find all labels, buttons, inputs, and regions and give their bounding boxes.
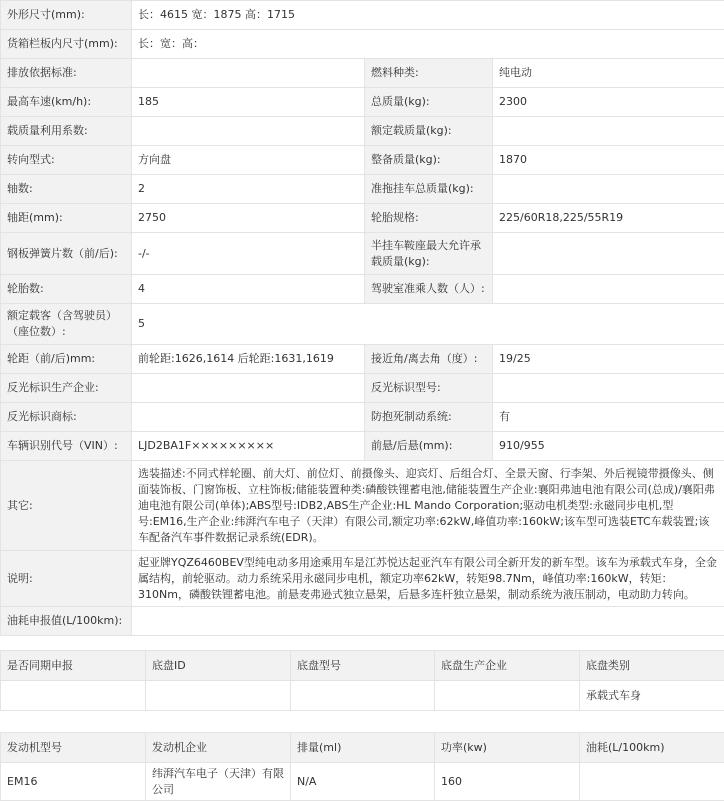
rated-load-value	[493, 117, 724, 146]
overhang-label: 前悬/后悬(mm):	[365, 432, 493, 461]
spec-row-load	[1, 117, 724, 146]
fuel-type-value: 纯电动	[493, 59, 724, 88]
load-util-label: 载质量利用系数:	[1, 117, 132, 146]
reflect-maker-label: 反光标识生产企业:	[1, 374, 132, 403]
spec-row-reflect	[1, 374, 724, 403]
chassis-header-category: 底盘类别	[580, 651, 724, 681]
steering-value: 方向盘	[132, 146, 365, 175]
engine-model-cell: EM16	[1, 763, 146, 801]
tire-count-value: 4	[132, 275, 365, 304]
fuel-report-label: 油耗申报值(L/100km):	[1, 607, 132, 636]
max-speed-value: 185	[132, 88, 365, 117]
axles-label: 轴数:	[1, 175, 132, 204]
spec-row-speed	[1, 88, 724, 117]
dimensions-label: 外形尺寸(mm):	[1, 1, 132, 30]
engine-displacement-cell: N/A	[291, 763, 435, 801]
dimensions-value: 长：4615 宽：1875 高：1715	[132, 1, 724, 30]
engine-header-model: 发动机型号	[1, 733, 146, 763]
spec-row-springs	[1, 233, 724, 275]
wheelbase-label: 轴距(mm):	[1, 204, 132, 233]
spec-row-brand	[1, 403, 724, 432]
abs-value: 有	[493, 403, 724, 432]
spec-row-wheelbase	[1, 204, 724, 233]
engine-header-power: 功率(kw)	[435, 733, 580, 763]
angles-label: 接近角/离去角（度）:	[365, 345, 493, 374]
spec-row-dimensions	[1, 1, 724, 30]
chassis-same-period-cell	[1, 681, 146, 711]
engine-header-row	[1, 733, 724, 763]
chassis-model-cell	[291, 681, 435, 711]
engine-power-cell: 160	[435, 763, 580, 801]
chassis-table	[0, 650, 724, 711]
abs-label: 防抱死制动系统:	[365, 403, 493, 432]
engine-header-fuel: 油耗(L/100km)	[580, 733, 724, 763]
spec-row-axles	[1, 175, 724, 204]
chassis-header-row	[1, 651, 724, 681]
emission-label: 排放依据标准:	[1, 59, 132, 88]
saddle-load-value	[493, 233, 724, 275]
fuel-type-label: 燃料种类:	[365, 59, 493, 88]
engine-table	[0, 732, 724, 801]
chassis-category-cell: 承载式车身	[580, 681, 724, 711]
reflect-model-value	[493, 374, 724, 403]
engine-header-displacement: 排量(ml)	[291, 733, 435, 763]
vin-value: LJD2BA1F×××××××××	[132, 432, 365, 461]
spec-row-track	[1, 345, 724, 374]
description-label: 说明:	[1, 551, 132, 607]
wheelbase-value: 2750	[132, 204, 365, 233]
spec-row-steering	[1, 146, 724, 175]
rated-load-label: 额定载质量(kg):	[365, 117, 493, 146]
seats-label: 额定载客（含驾驶员）（座位数）:	[1, 304, 132, 345]
seats-value: 5	[132, 304, 724, 345]
chassis-header-id: 底盘ID	[146, 651, 291, 681]
reflect-model-label: 反光标识型号:	[365, 374, 493, 403]
tire-spec-value: 225/60R18,225/55R19	[493, 204, 724, 233]
engine-maker-cell: 纬湃汽车电子（天津）有限公司	[146, 763, 291, 801]
overhang-value: 910/955	[493, 432, 724, 461]
chassis-header-maker: 底盘生产企业	[435, 651, 580, 681]
cargo-label: 货箱栏板内尺寸(mm):	[1, 30, 132, 59]
spec-row-description	[1, 551, 724, 607]
curb-mass-value: 1870	[493, 146, 724, 175]
engine-fuel-cell	[580, 763, 724, 801]
spec-row-emission	[1, 59, 724, 88]
vin-label: 车辆识别代号（VIN）:	[1, 432, 132, 461]
saddle-load-label: 半挂车鞍座最大允许承载质量(kg):	[365, 233, 493, 275]
cab-passengers-value	[493, 275, 724, 304]
cargo-value: 长：宽：高：	[132, 30, 724, 59]
chassis-header-model: 底盘型号	[291, 651, 435, 681]
spec-row-seats	[1, 304, 724, 345]
curb-mass-label: 整备质量(kg):	[365, 146, 493, 175]
axles-value: 2	[132, 175, 365, 204]
other-value: 选装描述:不同式样轮圈、前大灯、前位灯、前摄像头、迎宾灯、后组合灯、全景天窗、行李架、外后视镜带摄像头、侧面装饰板、门窗饰板、立柱饰板;储能装置种类:磷酸铁锂蓄电池,储能装置生产企业:襄阳弗迪电池有限公司(总成)/襄阳弗迪电池有限公司(单体);ABS型号:IDB2,ABS生产企业:HL Mando Corporation;驱动电机类型:永磁同步电机,型号:EM16,生产企业:纬湃汽车电子（天津）有限公司,额定功率:62kW,峰值功率:160kW;该车型可选装ETC车载装置;该车配备汽车事件数据记录系统(EDR)。	[132, 461, 724, 551]
spec-row-tires	[1, 275, 724, 304]
total-mass-label: 总质量(kg):	[365, 88, 493, 117]
chassis-maker-cell	[435, 681, 580, 711]
reflect-maker-value	[132, 374, 365, 403]
fuel-report-value	[132, 607, 724, 636]
track-label: 轮距（前/后)mm:	[1, 345, 132, 374]
cab-passengers-label: 驾驶室准乘人数（人）:	[365, 275, 493, 304]
description-value: 起亚牌YQZ6460BEV型纯电动多用途乘用车是江苏悦达起亚汽车有限公司全新开发的新车型。该车为承载式车身，全金属结构，前轮驱动。动力系统采用永磁同步电机，额定功率62kW，转矩98.7Nm，峰值功率:160kW，转矩：310Nm，磷酸铁锂蓄电池。前悬麦弗逊式独立悬架，后悬多连杆独立悬架，制动系统为液压制动，电动助力转向。	[132, 551, 724, 607]
spec-row-other	[1, 461, 724, 551]
tire-spec-label: 轮胎规格:	[365, 204, 493, 233]
other-label: 其它:	[1, 461, 132, 551]
load-util-value	[132, 117, 365, 146]
engine-header-maker: 发动机企业	[146, 733, 291, 763]
spec-row-vin	[1, 432, 724, 461]
chassis-id-cell	[146, 681, 291, 711]
engine-row	[1, 763, 724, 801]
spec-row-cargo	[1, 30, 724, 59]
reflect-brand-label: 反光标识商标:	[1, 403, 132, 432]
emission-value	[132, 59, 365, 88]
chassis-row	[1, 681, 724, 711]
total-mass-value: 2300	[493, 88, 724, 117]
steering-label: 转向型式:	[1, 146, 132, 175]
angles-value: 19/25	[493, 345, 724, 374]
leaf-spring-label: 钢板弹簧片数（前/后):	[1, 233, 132, 275]
leaf-spring-value: -/-	[132, 233, 365, 275]
reflect-brand-value	[132, 403, 365, 432]
max-speed-label: 最高车速(km/h):	[1, 88, 132, 117]
spec-row-fuel-report	[1, 607, 724, 636]
trailer-mass-value	[493, 175, 724, 204]
chassis-header-same-period: 是否同期申报	[1, 651, 146, 681]
tire-count-label: 轮胎数:	[1, 275, 132, 304]
trailer-mass-label: 准拖挂车总质量(kg):	[365, 175, 493, 204]
track-value: 前轮距:1626,1614 后轮距:1631,1619	[132, 345, 365, 374]
